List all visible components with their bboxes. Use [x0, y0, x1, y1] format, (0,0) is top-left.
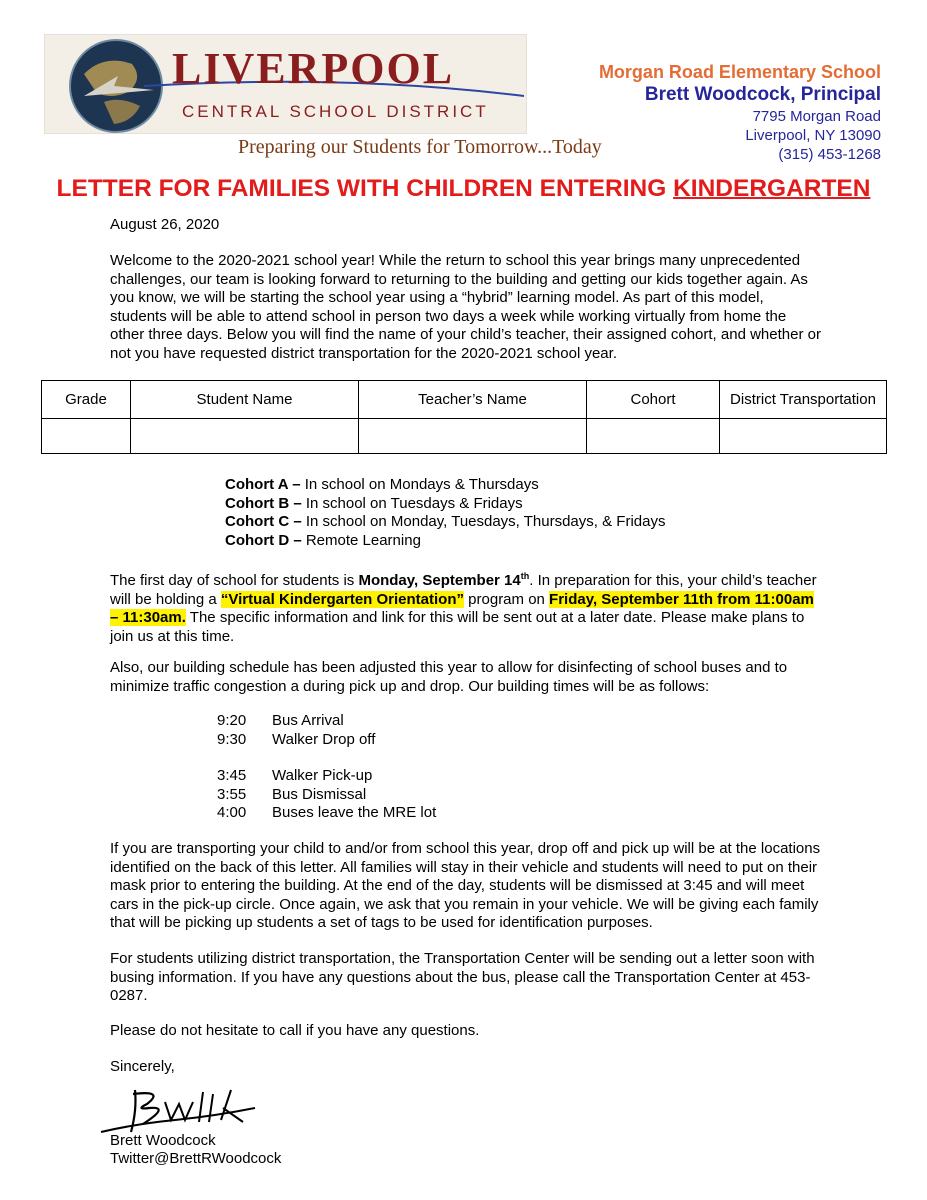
bus-paragraph: For students utilizing district transportation, the Transportation Center will be sending out a letter soon with busing information. If you have any questions about the bus, please call the Transportation Center at 453-0287.	[110, 950, 815, 1004]
afternoon-schedule	[217, 767, 436, 823]
table-header-row	[42, 381, 887, 419]
morning-schedule	[217, 712, 375, 749]
sign-off: Sincerely,	[110, 1058, 175, 1075]
transportation-header: District Transportation	[720, 381, 887, 419]
teacher-name-cell	[359, 419, 587, 454]
letter-title	[0, 175, 927, 203]
city-state-zip: Liverpool, NY 13090	[745, 127, 881, 144]
school-phone: (315) 453-1268	[778, 146, 881, 163]
teacher-name-header: Teacher’s Name	[359, 381, 587, 419]
logo-subtext: CENTRAL SCHOOL DISTRICT	[182, 102, 489, 121]
cohort-text: In school on Mondays & Thursdays	[300, 476, 539, 493]
schedule-time: 3:45	[217, 767, 247, 784]
first-day-paragraph	[110, 567, 822, 646]
schedule-row	[217, 731, 375, 750]
student-name-header: Student Name	[131, 381, 359, 419]
first-day-text: . In preparation for this, your child’s teacher will be holding a	[110, 572, 817, 608]
schedule-event: Walker Pick-up	[272, 767, 373, 784]
title-emphasis: KINDERGARTEN	[673, 175, 871, 202]
cohort-cell	[587, 419, 720, 454]
schedule-row	[217, 767, 436, 786]
signature-image	[95, 1080, 265, 1140]
orientation-date: Friday, September 11th from 11:00am – 11:30am.	[110, 590, 814, 626]
schedule-event: Bus Dismissal	[272, 785, 367, 803]
cohort-label: Cohort C –	[225, 513, 302, 530]
schedule-event: Bus Arrival	[272, 712, 344, 729]
district-logo	[44, 34, 527, 134]
cohort-label: Cohort B –	[225, 494, 302, 512]
transport-paragraph: If you are transporting your child to and/or from school this year, drop off and pick up will be at the locations identified on the back of this letter. All families will stay in their vehicle and students will need to put on their mask prior to entering the building. At the end of the day, students will be dismissed at 3:45 and will meet cars in the pick-up circle. Once again, we ask that you remain in your vehicle. We will be giving each family that will be picking up students a set of tags to be used for identification purposes.	[110, 840, 821, 931]
signature-name: Brett Woodcock	[110, 1132, 216, 1149]
schedule-time: 3:55	[217, 785, 247, 803]
first-day-text: The specific information and link for this will be sent out at a later date. Please make plans to join us at this time.	[110, 609, 805, 645]
title-prefix: LETTER FOR FAMILIES WITH CHILDREN ENTERING	[56, 175, 674, 202]
schedule-row	[217, 786, 436, 805]
grade-cell	[42, 419, 131, 454]
principal-name: Brett Woodcock, Principal	[644, 84, 881, 105]
transportation-cell	[720, 419, 887, 454]
schedule-time: 9:20	[217, 712, 247, 729]
cohort-text: Remote Learning	[301, 531, 421, 549]
first-day-text: The first day of school for students is	[110, 572, 359, 589]
first-day-sup: th	[520, 571, 530, 581]
table-row	[42, 419, 887, 454]
cohort-text: In school on Monday, Tuesdays, Thursdays, & Fridays	[301, 513, 666, 530]
schedule-intro: Also, our building schedule has been adjusted this year to allow for disinfecting of school buses and to minimize traffic congestion a during pick up and drop. Our building times will be as follows:	[110, 659, 788, 695]
cohort-item	[225, 495, 665, 514]
cohort-item	[225, 476, 665, 495]
cohort-label: Cohort D –	[225, 531, 302, 549]
twitter-handle: Twitter@BrettRWoodcock	[110, 1150, 282, 1167]
first-day-text: program on	[464, 590, 550, 608]
grade-header: Grade	[42, 381, 131, 419]
cohort-list	[225, 476, 665, 550]
cohort-label: Cohort A –	[225, 476, 301, 493]
orientation-program: “Virtual Kindergarten Orientation”	[220, 590, 464, 608]
schedule-event: Buses leave the MRE lot	[272, 804, 437, 821]
street-address: 7795 Morgan Road	[752, 108, 881, 125]
student-info-table	[41, 380, 887, 454]
student-name-cell	[131, 419, 359, 454]
cohort-text: In school on Tuesdays & Fridays	[301, 494, 523, 512]
schedule-time: 4:00	[217, 804, 247, 821]
schedule-time: 9:30	[217, 730, 247, 748]
cohort-header: Cohort	[587, 381, 720, 419]
schedule-row	[217, 804, 436, 823]
schedule-event: Walker Drop off	[272, 730, 376, 748]
cohort-item	[225, 532, 665, 551]
cohort-item	[225, 513, 665, 532]
schedule-row	[217, 712, 375, 731]
intro-paragraph: Welcome to the 2020-2021 school year! While the return to school this year brings many unprecedented challenges, our team is looking forward to returning to the building and getting our kids together again. As you know, we will be starting the school year using a “hybrid” learning model. As part of this model, students will be able to attend school in person two days a week while working virtually from home the other three days. Below you will find the name of your child’s teacher, their assigned cohort, and whether or not you have requested district transportation for the 2020-2021 school year.	[110, 252, 821, 362]
school-address-block	[599, 61, 881, 164]
letter-date: August 26, 2020	[110, 216, 220, 233]
school-name: Morgan Road Elementary School	[598, 62, 881, 82]
closing-paragraph: Please do not hesitate to call if you have any questions.	[110, 1022, 480, 1039]
first-day-date: Monday, September 14	[358, 572, 521, 589]
district-tagline: Preparing our Students for Tomorrow...Today	[238, 136, 602, 158]
logo-text: LIVERPOOL	[172, 44, 455, 93]
